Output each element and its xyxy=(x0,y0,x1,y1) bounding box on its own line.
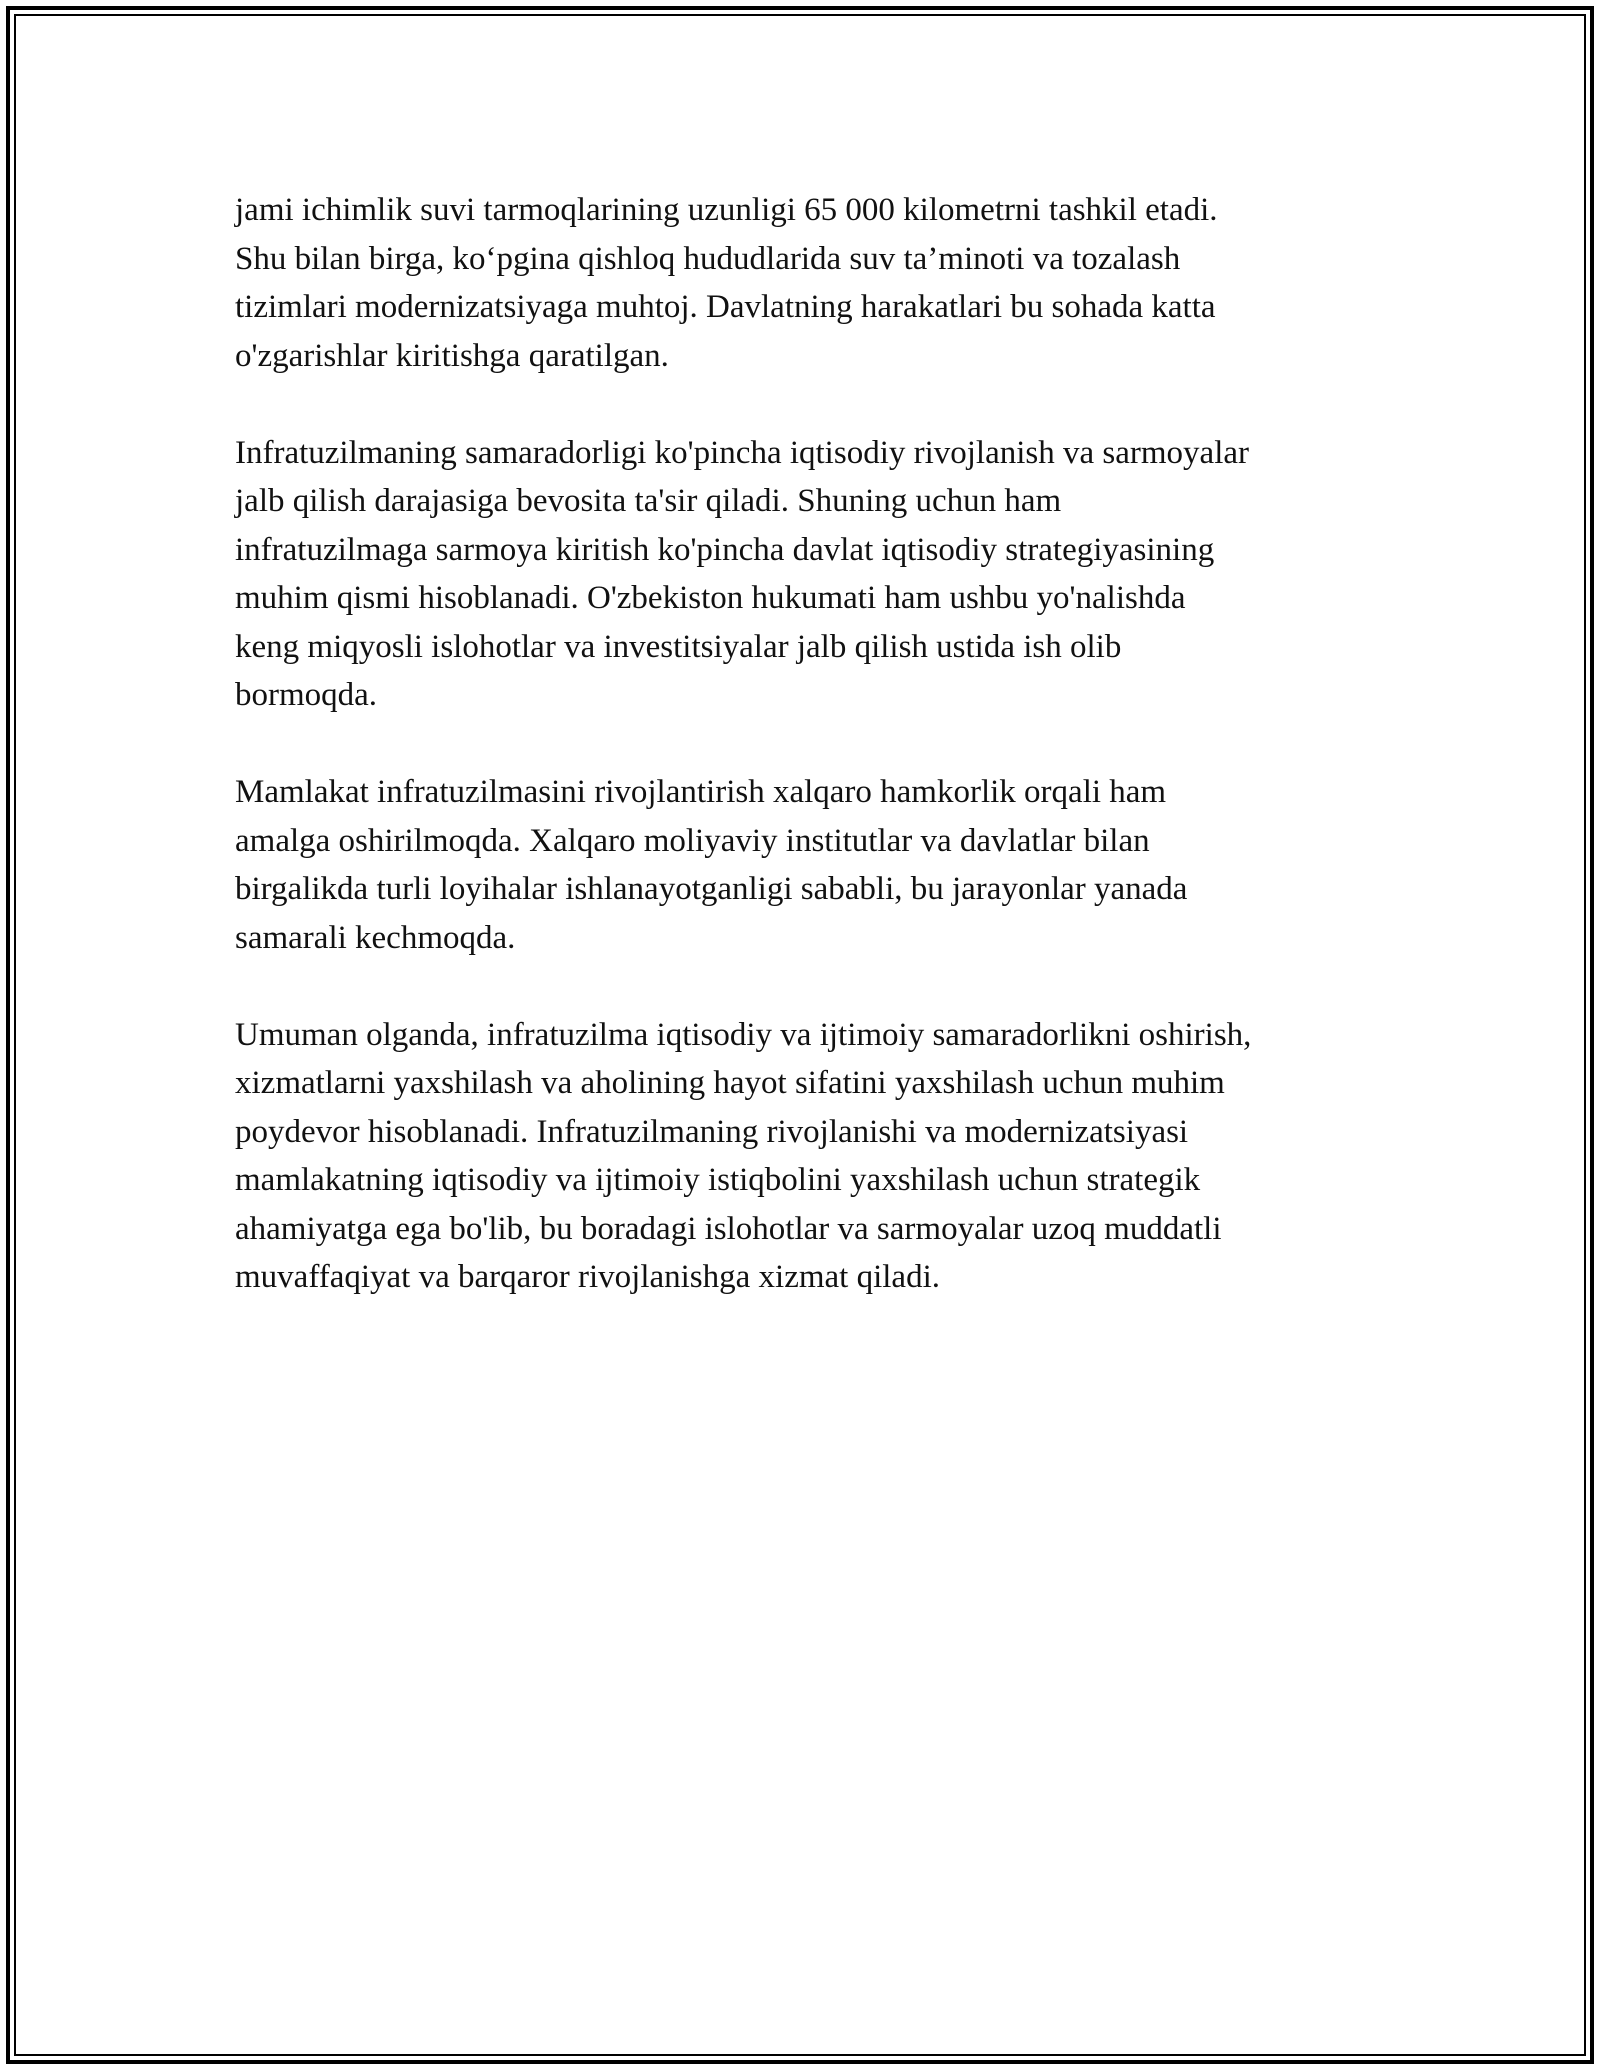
paragraph-conclusion: Umuman olganda, infratuzilma iqtisodiy va ijtimoiy samaradorlikni oshirish, xizmatlarni yaxshilash va aholining hayot sifatini yaxshilash uchun muhim poydevor hisoblanadi. Infratuzilmaning rivojlanishi va modernizatsiyasi mamlakatning iqtisodiy va ijtimoiy istiqbolini yaxshilash uchun strategik ahamiyatga ega bo'lib, bu boradagi islohotlar va sarmoyalar uzoq muddatli muvaffaqiyat va barqaror rivojlanishga xizmat qiladi. xyxy=(235,1016,1252,1295)
paragraph-international-cooperation: Mamlakat infratuzilmasini rivojlantirish xalqaro hamkorlik orqali ham amalga oshirilmoqda. Xalqaro moliyaviy institutlar va davlatlar bilan birgalikda turli loyihalar ishlanayotganligi sababli, bu jarayonlar yanada samarali kechmoqda. xyxy=(235,774,1188,956)
document-body xyxy=(235,186,1375,1350)
paragraph-water-networks: jami ichimlik suvi tarmoqlarining uzunligi 65 000 kilometrni tashkil etadi. Shu bilan birga, ko‘pgina qishloq hududlarida suv ta’minoti va tozalash tizimlari modernizatsiyaga muhtoj. Davlatning harakatlari bu sohada katta o'zgarishlar kiritishga qaratilgan. xyxy=(235,192,1218,374)
paragraph-infrastructure-efficiency: Infratuzilmaning samaradorligi ko'pincha iqtisodiy rivojlanish va sarmoyalar jalb qilish darajasiga bevosita ta'sir qiladi. Shuning uchun ham infratuzilmaga sarmoya kiritish ko'pincha davlat iqtisodiy strategiyasining muhim qismi hisoblanadi. O'zbekiston hukumati ham ushbu yo'nalishda keng miqyosli islohotlar va investitsiyalar jalb qilish ustida ish olib bormoqda. xyxy=(235,434,1250,713)
